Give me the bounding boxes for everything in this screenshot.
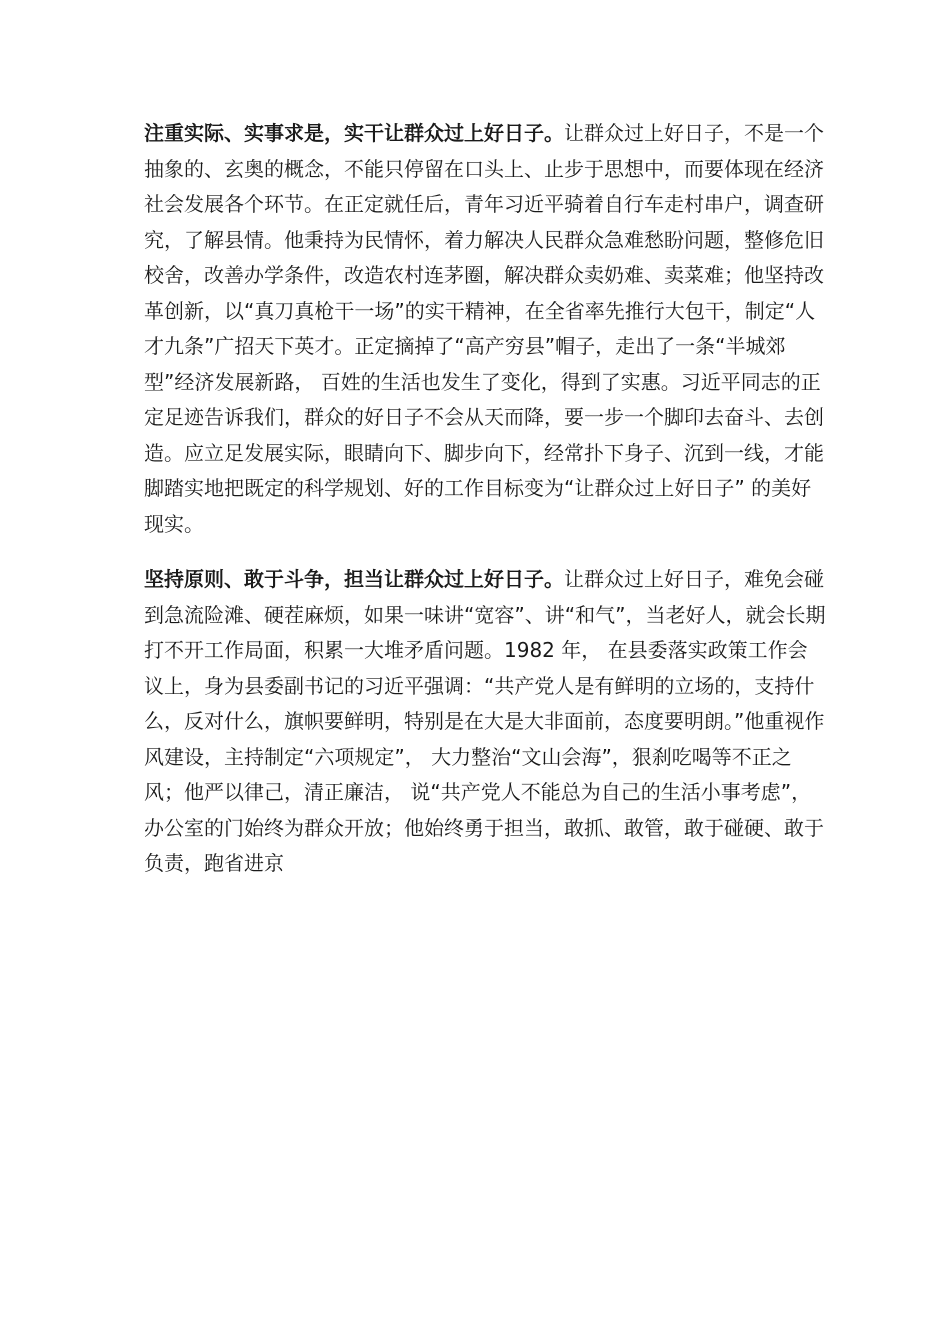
paragraph-principle-struggle <box>144 562 826 882</box>
paragraph-lead-heading: 注重实际、实事求是，实干让群众过上好日子。 <box>144 121 564 145</box>
paragraph-body-text: 让群众过上好日子，不是一个抽象的、玄奥的概念，不能只停留在口头上、止步于思想中，而要体现在经济社会发展各个环节。在正定就任后，青年习近平骑着自行车走村串户，调查研究，了解县情。他秉持为民情怀，着力解决人民群众急难愁盼问题，整修危旧校舍，改善办学条件，改造农村连茅圈，解决群众卖奶难、卖菜难；他坚持改革创新，以“真刀真枪干一场”的实干精神，在全省率先推行大包干，制定“人才九条”广招天下英才。正定摘掉了“高产穷县”帽子，走出了一条“半城郊型”经济发展新路， 百姓的生活也发生了变化，得到了实惠。习近平同志的正定足迹告诉我们，群众的好日子不会从天而降，要一步一个脚印去奋斗、去创造。应立足发展实际，眼睛向下、脚步向下，经常扑下身子、沉到一线，才能脚踏实地把既定的科学规划、好的工作目标变为“让群众过上好日子” 的美好现实。 <box>144 121 824 536</box>
paragraph-lead-heading: 坚持原则、敢于斗争，担当让群众过上好日子。 <box>144 567 564 591</box>
document-body <box>144 116 826 902</box>
paragraph-body-text: 让群众过上好日子，难免会碰到急流险滩、硬茬麻烦，如果一味讲“宽容”、讲“和气”，当老好人，就会长期打不开工作局面，积累一大堆矛盾问题。1982 年， 在县委落实政策工作会议上，身为县委副书记的习近平强调：“共产党人是有鲜明的立场的，支持什么，反对什么，旗帜要鲜明，特别是在大是大非面前，态度要明朗。”他重视作风建设，主持制定“六项规定”， 大力整治“文山会海”，狠刹吃喝等不正之风；他严以律己，清正廉洁， 说“共产党人不能总为自己的生活小事考虑”，办公室的门始终为群众开放；他始终勇于担当，敢抓、敢管，敢于碰硬、敢于负责，跑省进京 <box>144 567 826 875</box>
paragraph-practical-work <box>144 116 826 542</box>
